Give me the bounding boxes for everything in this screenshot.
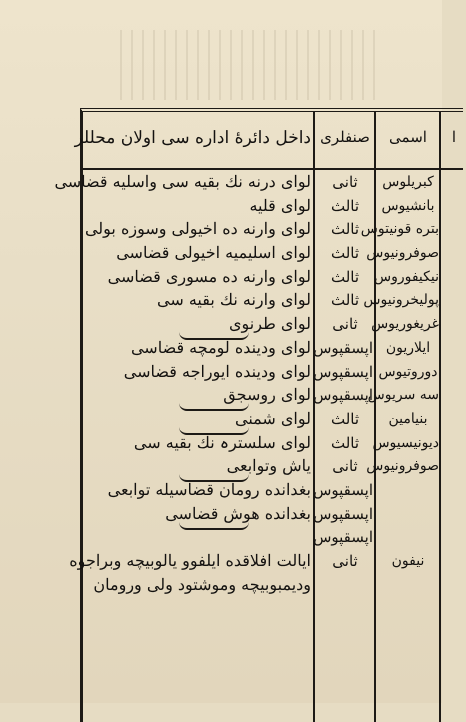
cell-name: صوفرونیوس bbox=[366, 458, 439, 475]
cell-region: لوای قلیه bbox=[249, 195, 311, 215]
cell-region bbox=[89, 525, 311, 549]
table-row bbox=[83, 312, 463, 336]
cell-name: بانشیوس bbox=[381, 197, 435, 214]
table-row bbox=[54, 170, 463, 194]
cell-region: بغدانده رومان قضاسیله توابعی bbox=[107, 479, 311, 499]
cell-rank: اپسقپوس bbox=[313, 386, 373, 405]
cell-name: نیفون bbox=[391, 553, 425, 569]
table-row bbox=[83, 288, 463, 312]
cell-region: لوای ودینده ایوراجه قضاسی bbox=[123, 361, 311, 381]
table-row bbox=[83, 241, 463, 265]
cell-name: پولیخرونیوس bbox=[363, 292, 439, 309]
table-row bbox=[83, 431, 463, 455]
data-table bbox=[54, 108, 463, 722]
bleed-through-shadow bbox=[120, 30, 380, 100]
cell-name: بتره قونیتوس bbox=[360, 221, 439, 238]
cell-region: لوای وارنه ده اخیولی وسوزه بولی bbox=[84, 219, 311, 239]
header-rank: صنفلری bbox=[320, 128, 370, 146]
header-region: داخل دائرهٔ اداره سی اولان محللر bbox=[74, 128, 311, 148]
table-row bbox=[83, 383, 463, 407]
cell-rank bbox=[317, 573, 373, 597]
cell-name: بنیامین bbox=[388, 410, 428, 427]
table-row bbox=[83, 407, 463, 431]
table-row bbox=[69, 549, 463, 573]
cell-name: دوروتیوس bbox=[378, 363, 438, 380]
cell-name: سه سریوس bbox=[367, 387, 439, 404]
table-row bbox=[83, 454, 463, 478]
cell-region: لوای شمنی bbox=[234, 408, 311, 428]
header-edge-fragment: ا bbox=[451, 128, 457, 146]
cell-region: ایالت افلاقده ایلفوو یالوبیچه وبراجوه bbox=[69, 551, 311, 570]
cell-region: لوای ودینده لومچه قضاسی bbox=[130, 337, 311, 357]
table-row bbox=[83, 217, 463, 241]
cell-region: ودیمبوبیچه وموشتود ولی ورومان bbox=[93, 574, 311, 594]
cell-rank: ثالث bbox=[330, 291, 360, 310]
table-row bbox=[83, 336, 463, 360]
header-name: اسمی bbox=[389, 128, 427, 146]
table-body bbox=[54, 170, 463, 596]
cell-rank: ثالث bbox=[330, 267, 360, 286]
cell-rank: اپسقپوس bbox=[313, 338, 373, 357]
table-row bbox=[83, 525, 463, 549]
cell-region: لوای سلسترہ نك بقیه سی bbox=[133, 432, 311, 452]
cell-region: لوای وارنه ده مسوری قضاسی bbox=[107, 266, 311, 286]
cell-name: صوفرونیوس bbox=[366, 245, 439, 262]
table-row bbox=[83, 194, 463, 218]
cell-name: ایلاریون bbox=[385, 339, 431, 356]
table-row bbox=[83, 502, 463, 526]
cell-name bbox=[377, 478, 439, 502]
cell-rank: ثالث bbox=[330, 244, 360, 263]
cell-rank: ثالث bbox=[330, 220, 360, 239]
cell-name bbox=[377, 525, 439, 549]
table-row bbox=[83, 265, 463, 289]
cell-rank: ثالث bbox=[330, 196, 360, 215]
cell-rank: اپسقپوس bbox=[313, 362, 373, 381]
cell-rank: اپسقپوس bbox=[313, 528, 373, 547]
cell-rank: اپسقپوس bbox=[313, 480, 373, 499]
cell-rank: ثانی bbox=[332, 457, 358, 476]
cell-rank: ثانی bbox=[332, 315, 358, 334]
cell-name bbox=[377, 573, 439, 597]
table-row bbox=[83, 478, 463, 502]
cell-region: لوای وارنه نك بقیه سی bbox=[156, 290, 311, 310]
cell-rank: ثانی bbox=[332, 552, 358, 570]
cell-region: لوای طرنوی bbox=[229, 314, 311, 334]
table-row bbox=[83, 573, 463, 597]
cell-name: دیونیسیوس bbox=[372, 434, 439, 451]
cell-rank: ثالث bbox=[330, 433, 360, 452]
cell-name: کبریلوس bbox=[382, 174, 434, 190]
cell-name: غریغوریوس bbox=[371, 316, 439, 333]
cell-rank: اپسقپوس bbox=[313, 504, 373, 523]
cell-name: نیکیفوروس bbox=[373, 268, 439, 285]
cell-region: بغدانده هوش قضاسی bbox=[165, 503, 311, 523]
cell-region: لوای روسجق bbox=[223, 385, 311, 405]
cell-name bbox=[377, 502, 439, 526]
cell-rank: ثالث bbox=[330, 409, 360, 428]
table-row bbox=[83, 360, 463, 384]
cell-region: یاش وتوابعی bbox=[226, 456, 311, 476]
cell-rank: ثانی bbox=[332, 173, 358, 191]
cell-region: لوای درنه نك بقیه سی واسلیه قضاسی bbox=[54, 172, 311, 191]
cell-region: لوای اسلیمیه اخیولی قضاسی bbox=[116, 243, 311, 263]
